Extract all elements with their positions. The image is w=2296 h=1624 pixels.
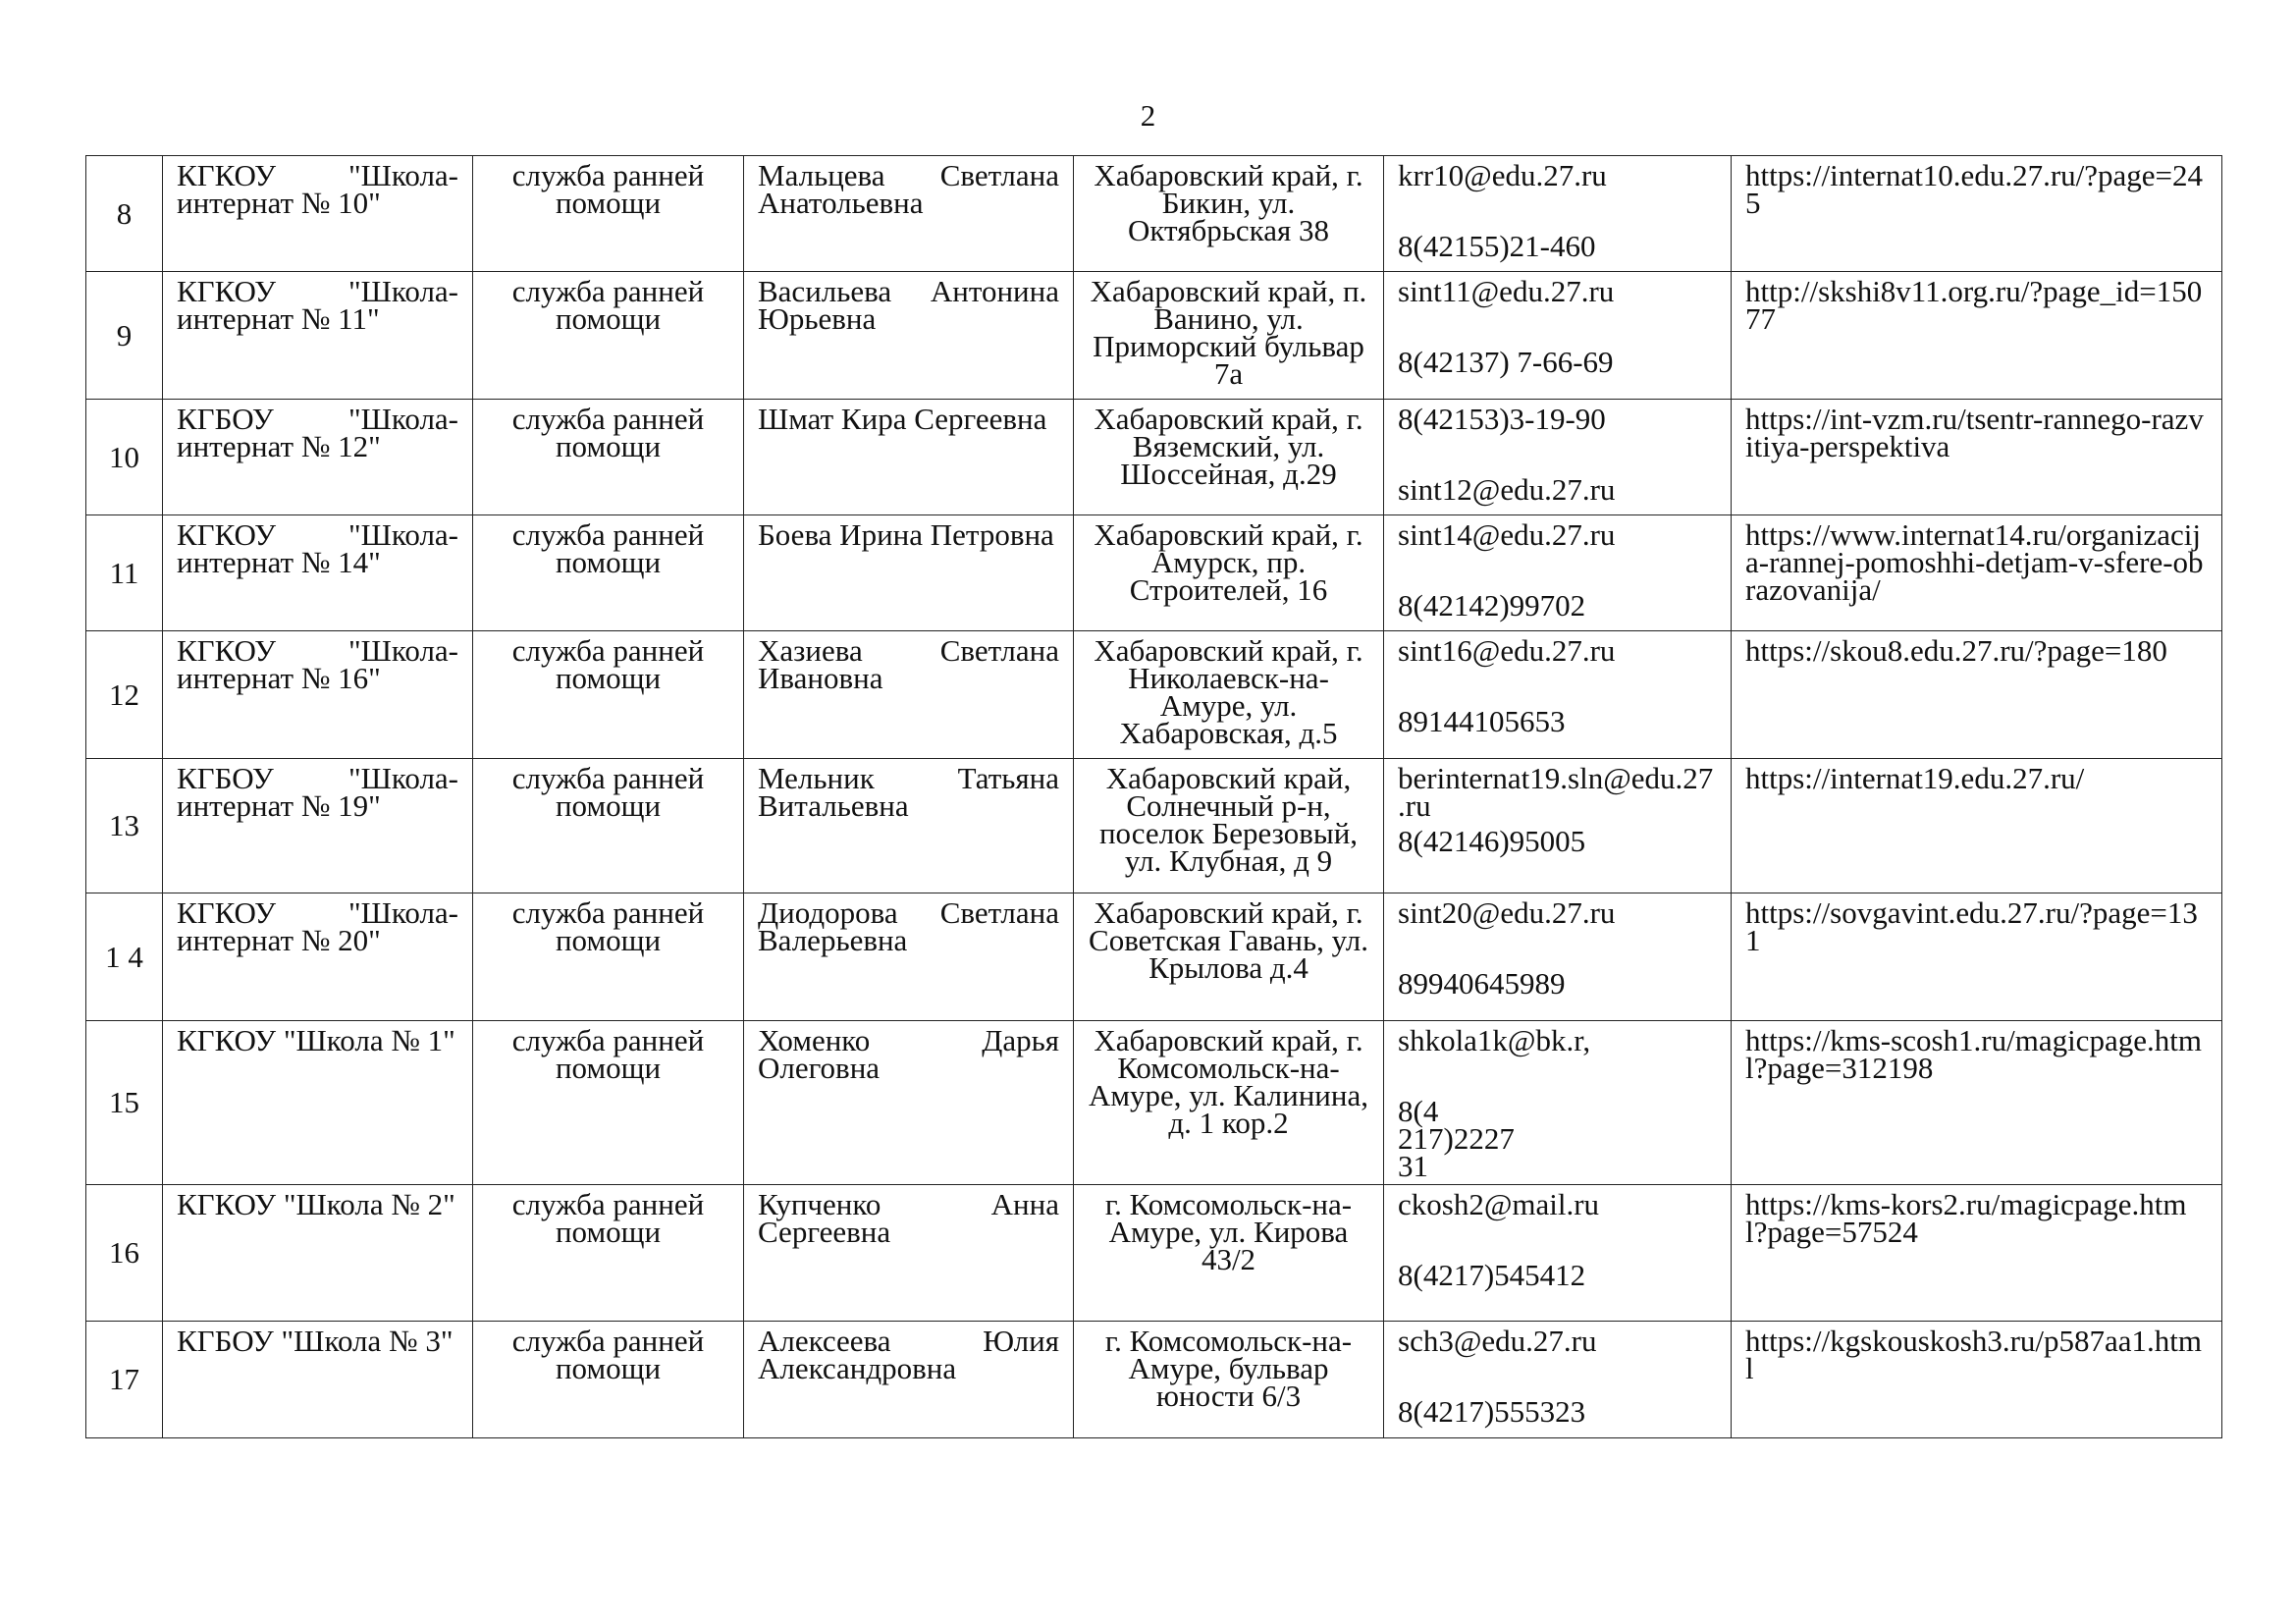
contacts-cell — [1384, 156, 1732, 272]
website-link[interactable]: https://int-vzm.ru/tsentr-rannego-razvitiya-perspektiva — [1732, 400, 2222, 515]
website-link[interactable]: https://kms-kors2.ru/magicpage.html?page=57524 — [1732, 1185, 2222, 1322]
organization-name: КГБОУ "Школа-интернат № 12" — [163, 400, 473, 515]
contacts-cell — [1384, 272, 1732, 400]
organization-name: КГКОУ "Школа-интернат № 14" — [163, 515, 473, 631]
service-type: служба ранней помощи — [473, 272, 744, 400]
table-row — [86, 515, 2222, 631]
row-number: 12 — [86, 631, 163, 759]
services-table — [85, 155, 2222, 1438]
address: Хабаровский край, г. Советская Гавань, ул. Крылова д.4 — [1074, 893, 1384, 1021]
contacts-cell — [1384, 759, 1732, 893]
contact-primary: sint11@edu.27.ru — [1398, 274, 1615, 308]
table-row — [86, 1185, 2222, 1322]
table-row — [86, 1021, 2222, 1185]
address: Хабаровский край, п. Ванино, ул. Приморский бульвар 7а — [1074, 272, 1384, 400]
contacts-cell — [1384, 1021, 1732, 1185]
address: Хабаровский край, Солнечный р-н, поселок Березовый, ул. Клубная, д 9 — [1074, 759, 1384, 893]
contact-person: Мельник Татьяна Витальевна — [744, 759, 1074, 893]
contact-secondary: 8(42155)21-460 — [1398, 229, 1596, 263]
contact-primary: sint20@edu.27.ru — [1398, 895, 1616, 930]
contact-primary: krr10@edu.27.ru — [1398, 158, 1607, 192]
organization-name: КГКОУ "Школа-интернат № 16" — [163, 631, 473, 759]
contact-person: Хазиева Светлана Ивановна — [744, 631, 1074, 759]
service-type: служба ранней помощи — [473, 1021, 744, 1185]
organization-name: КГКОУ "Школа-интернат № 10" — [163, 156, 473, 272]
organization-name: КГКОУ "Школа № 1" — [163, 1021, 473, 1185]
contact-person: Хоменко Дарья Олеговна — [744, 1021, 1074, 1185]
contact-primary: berinternat19.sln@edu.27.ru — [1398, 761, 1714, 823]
contact-person: Шмат Кира Сергеевна — [744, 400, 1074, 515]
website-link[interactable]: https://sovgavint.edu.27.ru/?page=131 — [1732, 893, 2222, 1021]
website-link[interactable]: https://kgskouskosh3.ru/p587aa1.html — [1732, 1322, 2222, 1438]
row-number: 8 — [86, 156, 163, 272]
website-link[interactable]: https://www.internat14.ru/organizacija-rannej-pomoshhi-detjam-v-sfere-obrazovanija/ — [1732, 515, 2222, 631]
contact-person: Мальцева Светлана Анатольевна — [744, 156, 1074, 272]
row-number: 9 — [86, 272, 163, 400]
contact-person: Боева Ирина Петровна — [744, 515, 1074, 631]
address: Хабаровский край, г. Амурск, пр. Строителей, 16 — [1074, 515, 1384, 631]
contact-secondary: 8(42137) 7-66-69 — [1398, 345, 1614, 379]
page-number: 2 — [1140, 98, 1156, 133]
service-type: служба ранней помощи — [473, 1185, 744, 1322]
contact-primary: sch3@edu.27.ru — [1398, 1324, 1597, 1358]
organization-name: КГБОУ "Школа № 3" — [163, 1322, 473, 1438]
contact-primary: sint16@edu.27.ru — [1398, 633, 1616, 668]
contact-person: Алексеева Юлия Александровна — [744, 1322, 1074, 1438]
row-number: 1 4 — [86, 893, 163, 1021]
contacts-cell — [1384, 631, 1732, 759]
website-link[interactable]: https://kms-scosh1.ru/magicpage.html?page=312198 — [1732, 1021, 2222, 1185]
contact-secondary: 8(4217)545412 — [1398, 1258, 1586, 1292]
table-row — [86, 759, 2222, 893]
row-number: 16 — [86, 1185, 163, 1322]
website-link[interactable]: http://skshi8v11.org.ru/?page_id=15077 — [1732, 272, 2222, 400]
address: г. Комсомольск-на-Амуре, ул. Кирова 43/2 — [1074, 1185, 1384, 1322]
contacts-cell — [1384, 400, 1732, 515]
contact-secondary: 8(42142)99702 — [1398, 588, 1586, 623]
organization-name: КГКОУ "Школа № 2" — [163, 1185, 473, 1322]
service-type: служба ранней помощи — [473, 759, 744, 893]
service-type: служба ранней помощи — [473, 1322, 744, 1438]
row-number: 11 — [86, 515, 163, 631]
contact-primary: ckosh2@mail.ru — [1398, 1187, 1600, 1221]
contacts-cell — [1384, 893, 1732, 1021]
contact-secondary: 89940645989 — [1398, 966, 1566, 1001]
table-row — [86, 893, 2222, 1021]
contact-person: Купченко Анна Сергеевна — [744, 1185, 1074, 1322]
contact-person: Васильева Антонина Юрьевна — [744, 272, 1074, 400]
address: Хабаровский край, г. Комсомольск-на-Амуре, ул. Калинина, д. 1 кор.2 — [1074, 1021, 1384, 1185]
contact-secondary: 8(4217)555323 — [1398, 1394, 1586, 1429]
contact-secondary: 8(42146)95005 — [1398, 824, 1586, 858]
table-row — [86, 400, 2222, 515]
contacts-cell — [1384, 1322, 1732, 1438]
address: Хабаровский край, г. Бикин, ул. Октябрьская 38 — [1074, 156, 1384, 272]
organization-name: КГКОУ "Школа-интернат № 11" — [163, 272, 473, 400]
table-row — [86, 1322, 2222, 1438]
service-type: служба ранней помощи — [473, 631, 744, 759]
contact-secondary: 8(4 217)222731 — [1398, 1094, 1515, 1183]
contact-primary: shkola1k@bk.r, — [1398, 1023, 1591, 1057]
contact-primary: sint14@edu.27.ru — [1398, 517, 1616, 552]
service-type: служба ранней помощи — [473, 400, 744, 515]
table-row — [86, 156, 2222, 272]
contacts-cell — [1384, 515, 1732, 631]
organization-name: КГБОУ "Школа-интернат № 19" — [163, 759, 473, 893]
table-row — [86, 631, 2222, 759]
row-number: 13 — [86, 759, 163, 893]
organization-name: КГКОУ "Школа-интернат № 20" — [163, 893, 473, 1021]
contact-secondary: sint12@edu.27.ru — [1398, 472, 1616, 507]
website-link[interactable]: https://skou8.edu.27.ru/?page=180 — [1732, 631, 2222, 759]
contact-person: Диодорова Светлана Валерьевна — [744, 893, 1074, 1021]
service-type: служба ранней помощи — [473, 156, 744, 272]
service-type: служба ранней помощи — [473, 893, 744, 1021]
table-row — [86, 272, 2222, 400]
row-number: 17 — [86, 1322, 163, 1438]
row-number: 15 — [86, 1021, 163, 1185]
address: Хабаровский край, г. Николаевск-на-Амуре, ул. Хабаровская, д.5 — [1074, 631, 1384, 759]
row-number: 10 — [86, 400, 163, 515]
service-type: служба ранней помощи — [473, 515, 744, 631]
contacts-cell — [1384, 1185, 1732, 1322]
address: Хабаровский край, г. Вяземский, ул. Шоссейная, д.29 — [1074, 400, 1384, 515]
contact-primary: 8(42153)3-19-90 — [1398, 402, 1606, 436]
website-link[interactable]: https://internat10.edu.27.ru/?page=245 — [1732, 156, 2222, 272]
address: г. Комсомольск-на-Амуре, бульвар юности 6/3 — [1074, 1322, 1384, 1438]
contact-secondary: 89144105653 — [1398, 704, 1566, 738]
website-link[interactable]: https://internat19.edu.27.ru/ — [1732, 759, 2222, 893]
